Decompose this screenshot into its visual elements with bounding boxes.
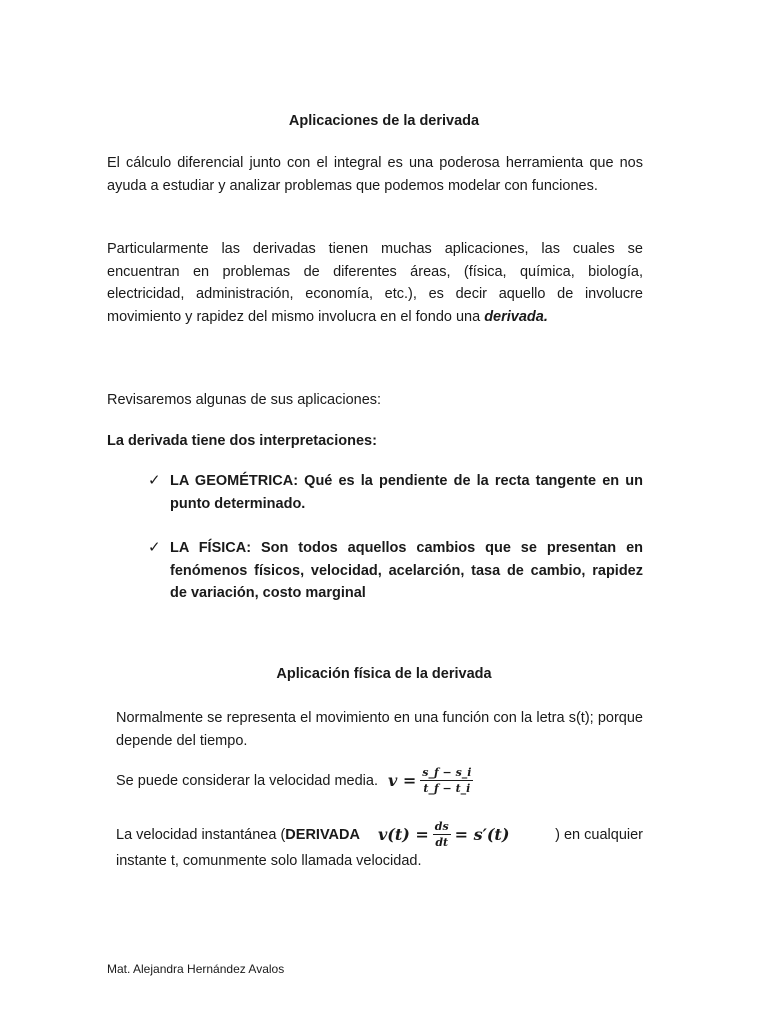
instant-velocity-fraction	[433, 820, 451, 849]
checkmark-icon: ✓	[148, 472, 161, 489]
section-subtitle: Aplicación física de la derivada	[276, 666, 492, 682]
bullet-physical	[148, 537, 643, 605]
average-velocity-line	[116, 766, 473, 795]
instant-velocity-after: ) en cualquier	[555, 826, 643, 843]
average-velocity-lhs: v =	[387, 771, 417, 790]
fraction-numerator: s_f − s_i	[422, 766, 472, 779]
bullet-geometric-text: LA GEOMÉTRICA: Qué es la pendiente de la recta tangente en un punto determinado.	[170, 473, 643, 512]
average-velocity-fraction	[420, 766, 473, 795]
intro-paragraph: El cálculo diferencial junto con el integral es una poderosa herramienta que nos ayuda a estudiar y analizar problemas que podemos modelar con funciones.	[107, 155, 643, 194]
instant-velocity-rhs: = s′(t)	[454, 824, 510, 844]
instant-velocity-lhs: v(t) =	[377, 824, 429, 844]
derivada-label: DERIVADA	[285, 826, 360, 843]
instant-velocity-paragraph	[116, 820, 643, 873]
applications-paragraph	[107, 238, 643, 328]
average-velocity-text: Se puede considerar la velocidad media.	[116, 772, 378, 789]
page-title: Aplicaciones de la derivada	[288, 113, 480, 129]
fraction-denominator: t_f − t_i	[423, 782, 471, 795]
fraction-denominator: dt	[435, 836, 449, 849]
applications-text: Particularmente las derivadas tienen muchas aplicaciones, las cuales se encuentran en problemas de diferentes áreas, (física, química, biología, electricidad, administración, economía, etc.), es decir aquello de involucre movimiento y rapidez del mismo involucra en el fondo una	[107, 241, 643, 325]
instant-velocity-text: La velocidad instantánea (	[116, 826, 286, 843]
review-paragraph: Revisaremos algunas de sus aplicaciones:	[107, 392, 382, 408]
derivada-emphasis: derivada.	[484, 308, 548, 325]
bullet-geometric	[148, 470, 643, 515]
fraction-numerator: ds	[434, 820, 449, 833]
instant-velocity-line-1	[116, 820, 643, 849]
bullet-physical-text: LA FÍSICA: Son todos aquellos cambios que se presentan en fenómenos físicos, velocidad, acelarción, tasa de cambio, rapidez de variación, costo marginal	[170, 540, 643, 601]
motion-paragraph: Normalmente se representa el movimiento en una función con la letra s(t); porque depende del tiempo.	[116, 710, 643, 749]
footer-author: Mat. Alejandra Hernández Avalos	[107, 962, 285, 976]
instant-velocity-line-2: instante t, comunmente solo llamada velocidad.	[116, 853, 422, 869]
interpretations-heading: La derivada tiene dos interpretaciones:	[107, 433, 377, 449]
checkmark-icon: ✓	[148, 539, 161, 556]
